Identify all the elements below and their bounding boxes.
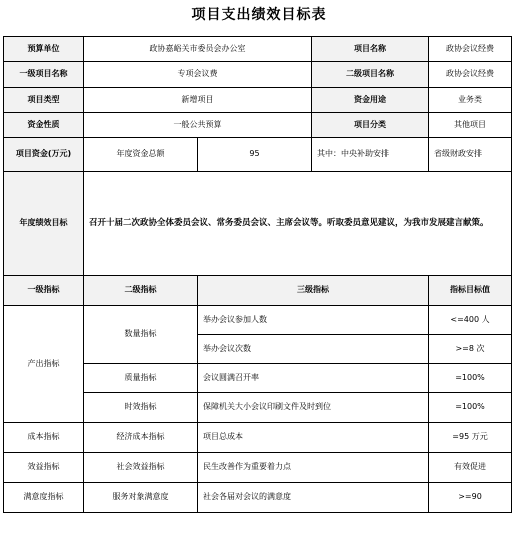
annual-total-label: 年度资金总额: [84, 138, 198, 172]
header-level3: 三级指标: [198, 276, 429, 306]
indicator-header-row: [4, 276, 512, 306]
row-level1: [4, 62, 512, 88]
row-type: [4, 88, 512, 113]
category-value: 其他项目: [429, 113, 512, 138]
level2-cell: 经济成本指标: [84, 423, 198, 453]
provincial-label: 省级财政安排: [429, 138, 512, 172]
level1-cell: 产出指标: [4, 306, 84, 423]
level2-cell: 社会效益指标: [84, 453, 198, 483]
level2-cell: 服务对象满意度: [84, 483, 198, 513]
use-value: 业务类: [429, 88, 512, 113]
level1-value: 专项会议费: [84, 62, 312, 88]
type-value: 新增项目: [84, 88, 312, 113]
target-cell: =100%: [429, 393, 512, 423]
target-cell: =100%: [429, 364, 512, 393]
level1-cell: 成本指标: [4, 423, 84, 453]
nature-label: 资金性质: [4, 113, 84, 138]
level1-label: 一级项目名称: [4, 62, 84, 88]
performance-table: [3, 36, 512, 513]
table-row: [4, 306, 512, 335]
target-cell: <=400 人: [429, 306, 512, 335]
project-name-value: 政协会议经费: [429, 37, 512, 62]
central-label: 其中：中央补助安排: [312, 138, 429, 172]
page-title: 项目支出绩效目标表: [191, 7, 327, 23]
unit-label: 预算单位: [4, 37, 84, 62]
level3-cell: 保障机关大小会议印刷文件及时到位: [198, 393, 429, 423]
category-label: 项目分类: [312, 113, 429, 138]
row-funds: [4, 138, 512, 172]
level2-cell: 时效指标: [84, 393, 198, 423]
type-label: 项目类型: [4, 88, 84, 113]
goal-text: 召开十届二次政协全体委员会议、常务委员会议、主席会议等。听取委员意见建议，为我市发展建言献策。: [84, 172, 512, 276]
row-goal: [4, 172, 512, 276]
target-cell: 有效促进: [429, 453, 512, 483]
level2-cell: 数量指标: [84, 306, 198, 364]
target-cell: >=8 次: [429, 335, 512, 364]
header-level2: 二级指标: [84, 276, 198, 306]
row-nature: [4, 113, 512, 138]
header-level1: 一级指标: [4, 276, 84, 306]
level2-cell: 质量指标: [84, 364, 198, 393]
target-cell: =95 万元: [429, 423, 512, 453]
level2-value: 政协会议经费: [429, 62, 512, 88]
level3-cell: 举办会议次数: [198, 335, 429, 364]
level3-cell: 项目总成本: [198, 423, 429, 453]
use-label: 资金用途: [312, 88, 429, 113]
header-target: 指标目标值: [429, 276, 512, 306]
level3-cell: 社会各届对会议的满意度: [198, 483, 429, 513]
level3-cell: 民生改善作为重要着力点: [198, 453, 429, 483]
level1-cell: 效益指标: [4, 453, 84, 483]
table-row: [4, 423, 512, 453]
annual-total-value: 95: [198, 138, 312, 172]
level2-label: 二级项目名称: [312, 62, 429, 88]
project-name-label: 项目名称: [312, 37, 429, 62]
target-cell: >=90: [429, 483, 512, 513]
table-row: [4, 453, 512, 483]
level1-cell: 满意度指标: [4, 483, 84, 513]
row-unit: [4, 37, 512, 62]
level3-cell: 会议圆满召开率: [198, 364, 429, 393]
funds-label: 项目资金(万元): [4, 138, 84, 172]
nature-value: 一般公共预算: [84, 113, 312, 138]
level3-cell: 举办会议参加人数: [198, 306, 429, 335]
table-row: [4, 483, 512, 513]
goal-label: 年度绩效目标: [4, 172, 84, 276]
unit-value: 政协嘉峪关市委员会办公室: [84, 37, 312, 62]
